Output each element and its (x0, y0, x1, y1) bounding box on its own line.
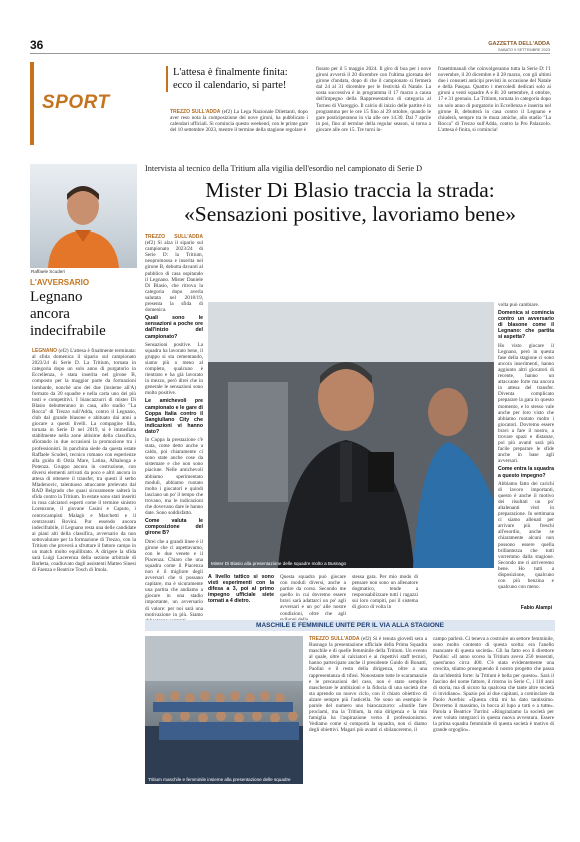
newspaper-name: GAZZETTA DELL'ADDA (488, 41, 550, 47)
bottom-band-title: MASCHILE E FEMMINILE UNITE PER IL VIA ALLA STAGIONE (256, 622, 444, 629)
team-photo-caption: Tritium maschile e femminile insieme alla presentazione delle squadre (148, 777, 291, 782)
interview-right-start: volta può cambiare. (498, 302, 540, 308)
interview-mid-col2 (280, 574, 346, 617)
interview-headline (145, 178, 555, 226)
top-col1-kicker: TREZZO SULL'ADDA (170, 109, 221, 115)
top-article (160, 62, 552, 148)
top-article-col1 (170, 109, 308, 133)
issue-date: SABATO 9 SETTEMBRE 2023 (498, 48, 550, 52)
coach-portrait-image (30, 164, 137, 268)
page-header (30, 40, 550, 54)
top-title-line1: L'attesa è finalmente finita: (173, 67, 288, 78)
interview-lead: (ef2) Si alza il sipario sul campionato 2023/24 di Serie D: la Tritium, neopromossa e inserita nel girone B, debutta davanti al pubblico di casa ospitando il Legnano. Mister Daniele Di Blasio, che ritrova la categoria dopo averla salutata nel 2018/19, presenta la sfida di domenica. (145, 240, 203, 314)
team-photo-image (145, 636, 303, 784)
interview-a2: In Coppa la prestazione c'è stata, come detto anche a caldo, poi chiaramente ci sono state anche cose da sistemare e che non sono piaciute. Nelle amichevoli abbiamo sperimentato moduli, abbiamo ruotato molto i giocatori e quindi lasciano un po' il tempo che trovano, ma le indicazioni che dovevano dare le hanno date. Sono soddisfatto. (145, 437, 203, 517)
coach-photo-image (208, 302, 494, 568)
bottom-kicker: TREZZO SULL'ADDA (309, 636, 360, 642)
section-label: SPORT (42, 92, 110, 113)
sidebar-title-line3: indecifrabile (30, 323, 106, 339)
portrait-caption: Raffaele Scuderi (31, 269, 65, 274)
interview-q3: Come valuta le composizione del girone B? (145, 518, 203, 537)
section-banner (30, 62, 148, 145)
interview-right-q2: Come entra la squadra a questo impegno? (498, 466, 554, 479)
headline-line2: «Sensazioni positive, lavoriamo bene» (184, 202, 516, 226)
top-article-title (166, 66, 308, 92)
top-col1-text: (ef2) La Lega Nazionale Dilettanti, dopo aver reso nota la composizione dei nove gironi, ha pubblicato i calendari ufficiali. Si comincia questo weekend, con le prime gare del 10 settembre 2023, mentre il termine della stagione regolare è (170, 109, 309, 134)
bottom-col1 (309, 636, 427, 796)
coach-photo (208, 302, 494, 568)
interview-kicker-place: TREZZO SULL'ADDA (145, 234, 203, 240)
sidebar-title-line1: Legnano (30, 289, 83, 305)
bottom-col1-text: (ef2) Si è tenuta giovedì sera a Busnago la presentazione ufficiale della Prima Squadra maschile e di quelle femminile della Tritium. Un evento al quale, oltre ai calciatori e ai rispettivi staff tecnici, hanno partecipato anche il presidente Guido di Bonatti, Paolini e il resto della dirigenza, oltre a una rappresentanza di tifosi. Nonostante tutte le scaramanzie e le precauzioni del caso, non è stato semplice mascherare le ambizioni e la fiducia di una società che sta aprendo un nuovo ciclo, con il chiaro obiettivo di alzare sempre più l'asticella. Ne sono un esempio le parole del numero uno biancazzurro: «Inutile fare proclami, ma la Tritium, la mia dirigenza e la mia famiglia ha l'aspirazione verso il professionismo. Vediamo come si comportà la squadra, non ci diamo degli obiettivi. Magari più avanti ci sbilanceremo, il (309, 636, 427, 734)
sidebar-opponent (30, 278, 137, 340)
interview-right-col (498, 302, 554, 602)
interview-a3: Direi che a grandi linee è il girone che ci aspettavamo, con le due venete e il Piacenza. Chiaro che una squadra come il Piacenza non è il migliore degli avversari che ti possano capitare, ma è sicuramente una partita che andiamo a giocare in una stadio importante, un avversario di valore: per noi sarà una motivazione in più. Siamo (145, 538, 203, 618)
team-photo (145, 636, 303, 784)
interview-mid-col1 (208, 574, 274, 606)
bottom-band (145, 620, 555, 631)
sidebar-text: (ef2) L'attesa è finalmente terminata: al sfida domenica il sipario sul campionato 2023/24 di Serie D. La Tritium, tornata in categoria dopo un solo anno di purgatorio in Eccellenza, è stata inserita nel girone B, composto per la maggior parte da formazioni lombarde, nonché uno dei due (insieme all'A) formato da 20 squadre e nella carta uno dei più tosti e competitivi. I biancazzurri di mister Di Blasio debutteranno in casa, allo stadio "La Rocca" di Trezzo sull'Adda, contro il Legnano, club dal grande blasone e abituato dai anni a giocare a questi livelli. La compagine lilla, tornata in Serie D nel 2019, si è immediata stabilmente nella zone altisime della classifica, sfiorando in due occasioni la promozione tra i professionisti. In panchina siede da questa estate Raffaele Scuderi, tecnico romano con esperienze alla guida di Ostia Mare, Latina, Albalonga e Potenza. Gruppo ancora in costruzione, con diversi elementi arrivati da poco e altri ancora in attesa di ottenere il transfer, tra questi il serbo Mladenovic, talentuoso attaccante prelevato dal RAD Belgrado che quasi sicuramente salterà la sfida contro la Tritium. In estate sono stati inseriti in rosa calciatori esperti come il termine sinistro Lorenzone, il giovane Casini e Caputo, i centrocampisti Malagò e Marchetti e il centravanti Rovini. Pur essendo ancora indecifrabile, il Legnano resta una delle candidate ai piani alti della classifica, avversario da non sottovalutare per la formazione di Trezzo, con la Tritium che proverà a sfruttare il fattore campo in un match molto equilibrato. A dirigere la sfida sarà Luigi Lacerenza della sezione arbitrale di Barletta, coadiuvato dagli assistenti Matteo Sinesi di Faenza e Beatrice Tosch di Imola. (32, 348, 136, 574)
interview-mid-q: A livello tattico si sono visti esperimenti con la difesa a 3, poi al primo impegno ufficiale siete tornati a 4 dietro. (208, 574, 274, 605)
sidebar-body (32, 348, 136, 803)
interview-right-a1: Ho visto giocare il Legnano, però in questa fase della stagione ci sono ancora inserimenti, hanno aggiunto altri giocatori di recente, hanno un attaccante forte ma ancora in attesa del transfer. Diventa complicato preparare la gara in questo momento, e lo stesso vale anche per loro visto che abbiamo ruotato molto i giocatori. Dovremo essere bravi a fare il nostro, a trovare spazi e distanze, poi più avanti sarà più facile preparare le sfide anche in base agli avversari. (498, 342, 554, 465)
interview-right-a2: Abbiamo fatto dei carichi di lavoro importanti, questo è anche il motivo dei risultati un po' altalenanti visti in preparazione. In settimana ci siamo allenati per arrivare più freschi all'esordio, anche se chiaramente alcuni non possono essere quella brillantezza che tutti vorremmo dalla stagione. Secondo me ci arriveremo bene. Ho tutti a disposizione, qualcuno con più benzina e qualcuno con meno. (498, 480, 554, 591)
interview-q1: Quali sono le sensazioni a poche ore dall'inizio del campionato? (145, 315, 203, 340)
interview-a1: Sensazioni positive. La squadra ha lavorato bene, il gruppo si sta cementando, siamo più o meno al completo, qualcuno è rientrato e ha già lavorato in mezzo, però direi che in generale le sensazioni sono molto positive. (145, 341, 203, 397)
top-article-col2 (316, 66, 431, 133)
page-number: 36 (30, 38, 44, 52)
sidebar-label: L'AVVERSARIO (30, 278, 90, 287)
article-author: Fabio Alampi (520, 605, 552, 611)
sidebar-kicker: LEGNANO (32, 348, 57, 354)
interview-col1 (145, 234, 203, 618)
bottom-col2 (433, 636, 554, 796)
sidebar-title-line2: ancora (30, 306, 70, 322)
interview-q2: Le amichevoli pre campionato e le gare di Coppa Italia contro il Sangiuliano City che indicazioni vi hanno dato? (145, 398, 203, 435)
headline-line1: Mister Di Blasio traccia la strada: (205, 178, 495, 202)
top-col2-text: fissato per il 5 maggio 2024. Il giro di boa per i nove gironi avverrà il 20 dicembre con l'ultima giornata del girone d'andata, dopo di che il campionato si fermerà dal 24 al 31 dicembre per le festività di Natale. La sosta successiva è in programma il 17 marzo a causa dell'impegno della Rappresentativa di categoria al Torneo di Viareggio. Il calcio di inizio delle partite è in programma per le ore 15 fino al 29 ottobre, quando le gare posticiperanno in via alle ore 14.30. Dal 7 aprile in poi, fino al termine della regular season, si torna a giocare alle ore 15. Tre turni in- (316, 66, 431, 133)
coach-photo-caption: Mister Di Blasio alla presentazione delle squadre molto a Busnago (211, 561, 347, 566)
interview-mid-a: Questa squadra può giocare con moduli diversi, anche a partire da corso. Secondo me quello in cui dovremo essere bravi sarà adattarci un po' agli avversari e un po' alle nostre condizioni, oltre che agli (280, 574, 346, 617)
interview-right-q1: Domenica si comincia contro un avversario di blasone come il Legnano: che partita si aspetta? (498, 310, 554, 341)
top-title-line2: ecco il calendario, si parte! (173, 80, 287, 91)
interview-kicker: Intervista al tecnico della Tritium alla vigilia dell'esordio nel campionato di Serie D (145, 164, 423, 173)
portrait-photo (30, 164, 137, 268)
interview-mid-a2: stessa gara. Per mio modo di pensare non sono un allenatore dogmatico, tende a responsabilizzare tutti i ragazzi sui loro compiti, poi il sistema di gioco di volta in (352, 574, 418, 611)
interview-mid-col3 (352, 574, 418, 614)
top-col3-text: frasettimanali che coinvolgeranno tutta la Serie D: l'1 novembre, il 20 dicembre e il 28 marzo, con gli ultimi due i consueti anticipi previsti in occasione del Natale e della Pasqua. Quattro i mercoledì dedicati solo ai gironi a venti squadre A e B: 20 settembre, 4 ottobre, 17 e 31 gennaio. La Tritium, tornata in categoria dopo un solo anno di purgatorio in Eccellenza e inserita nel girone B, debutterà in casa contro il Legnano e chiuderà, sempre tra le mura amiche, allo stadio "La Rocca" di Trezzo sull'Adda, contro la Pro Palazzolo. L'attesa è finita, si comincia! (438, 66, 551, 133)
top-article-col3 (438, 66, 551, 133)
bottom-col2-text: campo parlerà. Ci teneva a costruire un settore femminile, sono molto contento di questa scelta: era l'anello mancante di questa società». Gli ha fatto eco il direttore Paolini: «Il anno scorso la Tritium aveva 250 tesserati, quest'anno circa 400. C'è stata evidentemente una crescita, stiamo proseguendo il nostro progetto che passa da un'identità forte: la Tritium è bella per questo». Sarà il fascino del nome fattore, il ritorno in Serie C, i 110 anni di storia, ma di sicuro ha qualcosa che tante altre società ci invidiano». Spazio poi al due capitani, a cominciare da Paolo Acerbis: «Questa città mi ha dato tantissimo. Dovremo il massimo, in bocca al lupo a tutti e a tutte». Parola a Beatrice Turrini: «Ringraziamo la società per aver voluto integrarci in questa nuova avventura. Essere la prima squadra femminile di questa società è motivo di grande orgoglio». (433, 636, 554, 734)
